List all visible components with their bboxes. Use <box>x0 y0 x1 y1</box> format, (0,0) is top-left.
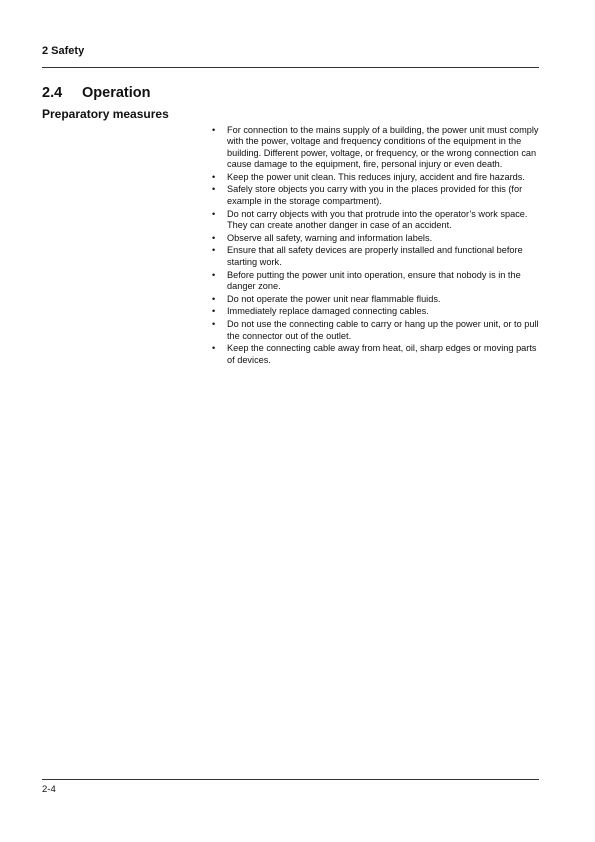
bullet-icon: • <box>212 232 216 243</box>
bullet-icon: • <box>212 319 216 330</box>
list-item-text: Safely store objects you carry with you in the places provided for this (for example in the storage compartment). <box>227 184 523 206</box>
list-item-text: Do not carry objects with you that protrude into the operator’s work space. They can create another danger in case of an accident. <box>227 208 528 230</box>
bullet-icon: • <box>212 269 216 280</box>
list-item-text: Ensure that all safety devices are properly installed and functional before starting work. <box>227 245 523 267</box>
list-item-text: Observe all safety, warning and information labels. <box>227 232 433 243</box>
bullet-icon: • <box>212 343 216 354</box>
list-item <box>212 343 542 366</box>
list-item <box>212 233 542 244</box>
header-divider <box>42 67 539 68</box>
section-number: 2.4 <box>42 85 63 101</box>
bullet-icon: • <box>212 245 216 256</box>
list-item <box>212 306 542 317</box>
list-item-text: Do not operate the power unit near flammable fluids. <box>227 293 441 304</box>
list-item-text: Immediately replace damaged connecting cables. <box>227 306 429 317</box>
footer-divider <box>42 779 539 780</box>
section-title: Operation <box>82 85 151 101</box>
bullet-icon: • <box>212 306 216 317</box>
list-item <box>212 294 542 305</box>
list-item-text: Before putting the power unit into operation, ensure that nobody is in the danger zone. <box>227 269 521 291</box>
list-item-text: Do not use the connecting cable to carry or hang up the power unit, or to pull the connector out of the outlet. <box>227 319 539 341</box>
running-header: 2 Safety <box>42 45 85 57</box>
list-item-text: Keep the power unit clean. This reduces injury, accident and fire hazards. <box>227 171 525 182</box>
list-item-text: Keep the connecting cable away from heat, oil, sharp edges or moving parts of devices. <box>227 343 537 365</box>
subsection-heading: Preparatory measures <box>42 107 169 121</box>
list-item <box>212 172 542 183</box>
page-number: 2-4 <box>42 784 56 795</box>
list-item-text: For connection to the mains supply of a building, the power unit must comply with the power, voltage and frequency conditions of the equipment in the building. Different power, voltage, or frequency, or the wrong connection can cause damage to the equipment, fire, personal injury or even death. <box>227 125 539 169</box>
bullet-icon: • <box>212 293 216 304</box>
bullet-icon: • <box>212 184 216 195</box>
section-heading <box>42 85 150 101</box>
bullet-icon: • <box>212 125 216 135</box>
list-item <box>212 184 542 207</box>
bullet-icon: • <box>212 171 216 182</box>
list-item <box>212 209 542 232</box>
list-item <box>212 319 542 342</box>
list-item <box>212 270 542 293</box>
list-item <box>212 125 542 170</box>
safety-bullet-list <box>212 125 542 367</box>
list-item <box>212 245 542 268</box>
bullet-icon: • <box>212 208 216 219</box>
